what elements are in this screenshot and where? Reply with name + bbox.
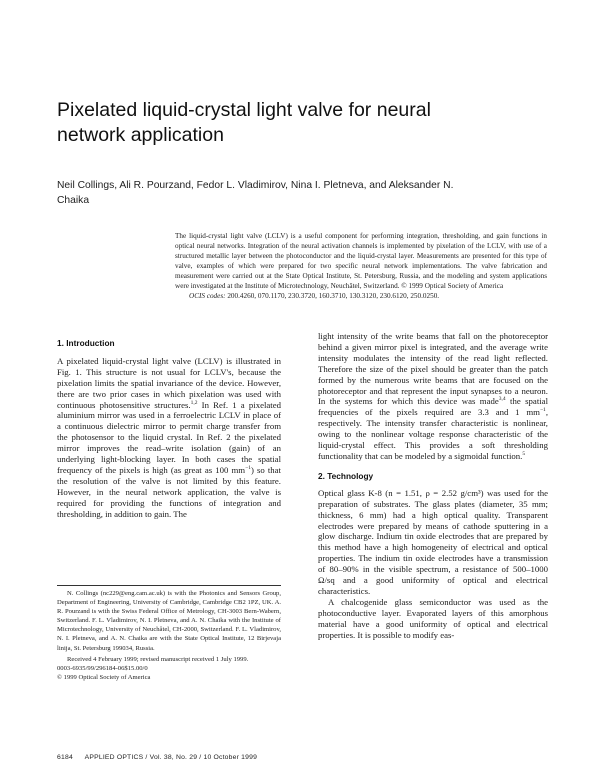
intro-continuation — [318, 331, 548, 462]
right-column — [318, 331, 548, 640]
unit-exponent: −1 — [539, 407, 546, 414]
section-heading-introduction: 1. Introduction — [57, 338, 115, 348]
intro-text-1: A pixelated liquid-crystal light valve (LCLV) is illustrated in Fig. 1. This structure is not usual for LCLV's, because the pixelation limits the spatial invariance of the device. However, there are two prior cases in which pixelation was used with continuous photosensitive structures. — [57, 355, 281, 410]
continuation-text-3: , respectively. The intensity transfer characteristic is nonlinear, owing to the nonlinear voltage response characteristic of the liquid-crystal effect. This provides a soft thresholding functionality that can be modeled by a sigmoidal function. — [318, 407, 548, 461]
unit-exponent: −1 — [245, 465, 251, 472]
citation-ref: 5 — [522, 451, 526, 458]
article-code: 0003-6935/99/296184-06$15.00/0 — [57, 664, 148, 672]
citation-ref: 3,4 — [498, 396, 506, 403]
section-heading-technology: 2. Technology — [318, 470, 374, 481]
ocis-label: OCIS codes: — [189, 292, 226, 300]
continuation-text-1: light intensity of the write beams that fall on the photoreceptor behind a given mirror pixel is integrated, and the average write intensity modulates the intensity of the read light reflected. Therefore the size of the pixel should be greater than the patch formed by the numerous write beams that are focused on the photoreceptor and that represent the input synapses to a neuron. In the systems for which this device was made — [318, 331, 548, 407]
footnote-divider — [57, 585, 281, 586]
technology-paragraph-2: A chalcogenide glass semiconductor was used as the photoconductive layer. Evaporated layers of this amorphous material have a good uniformity of optical and electrical properties. It is possible to modify eas- — [318, 596, 548, 640]
footnotes — [57, 589, 281, 682]
technology-paragraph-1: Optical glass K-8 (n = 1.51, ρ = 2.52 g/cm³) was used for the preparation of substrates. The glass plates (diameter, 35 mm; thickness, 6 mm) had a high optical quality. Transparent electrodes were prepared by means of cathode sputtering in a glow discharge. Indium tin oxide electrodes that are prepared by this method have a high homogeneity of electrical and optical properties. The indium tin oxide electrodes have a transmission of 80–90% in the visible spectrum, a resistance of 500–1000 Ω/sq and a good uniformity of optical and electrical characteristics. — [318, 487, 548, 596]
citation-ref: 1,2 — [190, 399, 198, 406]
abstract-text: The liquid-crystal light valve (LCLV) is a useful component for performing integration, thresholding, and gain functions in optical neural networks. Integration of the neural activation channels is implemented by pixelation of the LCLV, with use of a structured metallic layer between the photoconductor and the liquid-crystal layer. Measurements are presented for this type of valve, examples of which were prepared for two specific neural network implementations. The valve fabrication and measurement were carried out at the State Optical Institute, St. Petersburg, Russia, and the modeling and system applications were investigated at the Institute of Microtechnology, Neuchâtel, Switzerland. © 1999 Optical Society of America — [175, 232, 547, 290]
author-affiliations: N. Collings (nc229@eng.cam.ac.uk) is with the Photonics and Sensors Group, Department of Engineering, University of Cambridge, Cambridge CB2 1PZ, UK. A. R. Pourzand is with the Swiss Federal Office of Metrology, CH-3003 Bern-Wabern, Switzerland. F. L. Vladimirov, N. I. Pletneva, and A. N. Chaika with the Institute of Microtechnology, University of Neuchâtel, CH-2000, Switzerland. F. L. Vladimirov, N. I. Pletneva, and A. N. Chaika are with the State Optical Institute, 12 Birjevaja linija, St. Petersburg 199034, Russia. — [57, 590, 281, 652]
author-list: Neil Collings, Ali R. Pourzand, Fedor L. Vladimirov, Nina I. Pletneva, and Aleksander N. Chaika — [57, 180, 454, 206]
intro-paragraph — [57, 356, 281, 520]
ocis-values: 200.4260, 070.1170, 230.3720, 160.3710, 130.3120, 230.6120, 250.0250. — [227, 292, 440, 300]
page-number: 6184 — [57, 754, 73, 761]
article-title: Pixelated liquid-crystal light valve for neural network application — [57, 99, 431, 146]
copyright-notice: © 1999 Optical Society of America — [57, 673, 151, 681]
abstract — [175, 231, 547, 301]
intro-text-3: ) so that the resolution of the valve is not limited by this feature. However, in the neural network application, the valve is required for providing the functions of integration and thresholding, in addition to gain. The — [57, 464, 281, 519]
page-footer — [57, 754, 547, 761]
left-column — [57, 338, 281, 520]
journal-citation: APPLIED OPTICS / Vol. 38, No. 29 / 10 October 1999 — [84, 754, 258, 761]
received-dates: Received 4 February 1999; revised manuscript received 1 July 1999. — [67, 655, 249, 663]
continuation-text-2: the spatial frequencies of the pixels required are 3.3 and 1 mm — [318, 396, 548, 418]
intro-text-2: In Ref. 1 a pixelated aluminium mirror was used in a ferroelectric LCLV in place of a continuous dielectric mirror to permit charge transfer from the photosensor to the liquid crystal. In Ref. 2 the pixelated mirror improves the read–write isolation (gain) of an underlying light-blocking layer. In both cases the spatial frequency of the pixels is high (as great as 100 mm — [57, 399, 281, 475]
ocis-codes — [175, 291, 547, 301]
